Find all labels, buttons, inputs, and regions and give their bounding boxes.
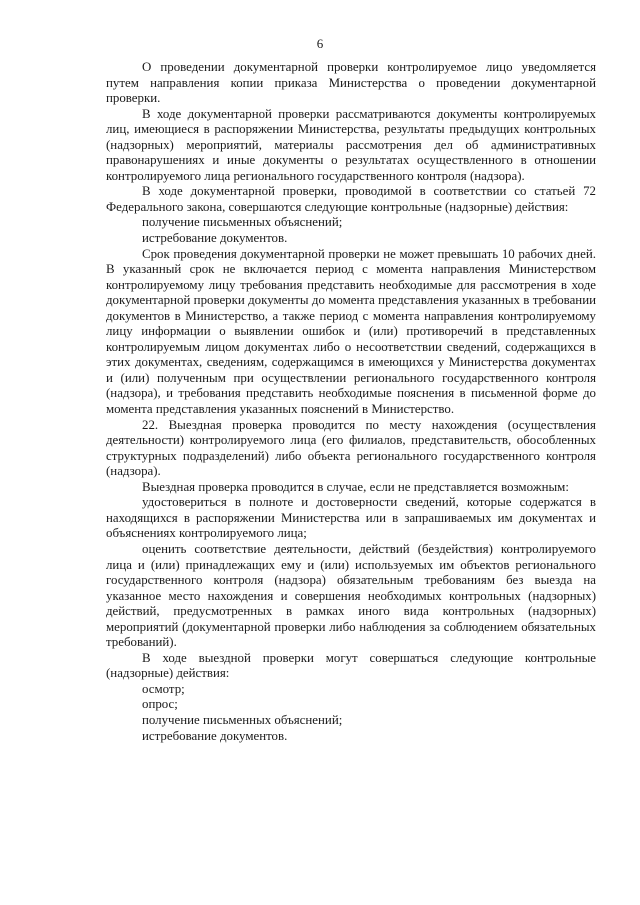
list-item: истребование документов. xyxy=(142,231,288,246)
list-item: опрос; xyxy=(142,697,178,712)
paragraph: Выездная проверка проводится в случае, если не представляется возможным: xyxy=(142,479,569,494)
list-item: истребование документов. xyxy=(142,728,288,743)
paragraph: В ходе документарной проверки рассматриваются документы контролируемых лиц, имеющиеся в распоряжении Министерства, результаты предыдущих контрольных (надзорных) мероприятий, материалы рассмотрения дел об административных правонарушениях и иные документы о результатах осуществленного в отношении контролируемого лица регионального государственного контроля (надзора). xyxy=(106,106,596,183)
page-number: 6 xyxy=(316,36,324,51)
paragraph: О проведении документарной проверки контролируемое лицо уведомляется путем направления копии приказа Министерства о проведении документарной проверки. xyxy=(106,60,596,106)
paragraph: оценить соответствие деятельности, действий (бездействия) контролируемого лица и (или) принадлежащих ему и (или) используемых им объектов регионального государственного контроля (надзора) обязательным требованиям без выезда на указанное место нахождения и совершения необходимых контрольных (надзорных) действий, предусмотренных в рамках иного вида контрольных (надзорных) мероприятий (документарной проверки либо наблюдения за соблюдением обязательных требований). xyxy=(106,541,596,650)
paragraph: удостовериться в полноте и достоверности сведений, которые содержатся в находящихся в распоряжении Министерства или в запрашиваемых им документах и объяснениях контролируемого лица; xyxy=(106,495,596,541)
paragraph: 22. Выездная проверка проводится по месту нахождения (осуществления деятельности) контролируемого лица (его филиалов, представительств, обособленных структурных подразделений) либо объекта регионального государственного контроля (надзора). xyxy=(106,417,596,479)
paragraph: Срок проведения документарной проверки не может превышать 10 рабочих дней. В указанный срок не включается период с момента направления Министерством контролируемому лицу требования представить необходимые для рассмотрения в ходе документарной проверки документы до момента представления указанных в требовании документов в Министерство, а также период с момента направления контролируемому лицу информации о выявлении ошибок и (или) противоречий в представленных контролируемым лицом документах либо о несоответствии сведений, содержащихся в этих документах, сведениям, содержащимся в имеющихся у Министерства документах и (или) полученным при осуществлении регионального государственного контроля (надзора), и требования представить необходимые пояснения в письменной форме до момента представления указанных пояснений в Министерство. xyxy=(106,246,596,417)
paragraph: В ходе документарной проверки, проводимой в соответствии со статьей 72 Федерального закона, совершаются следующие контрольные (надзорные) действия: xyxy=(106,184,596,214)
document-body xyxy=(106,60,596,744)
list-item: осмотр; xyxy=(142,681,185,696)
list-item: получение письменных объяснений; xyxy=(142,712,343,727)
list-item: получение письменных объяснений; xyxy=(142,215,343,230)
paragraph: В ходе выездной проверки могут совершаться следующие контрольные (надзорные) действия: xyxy=(106,650,596,681)
